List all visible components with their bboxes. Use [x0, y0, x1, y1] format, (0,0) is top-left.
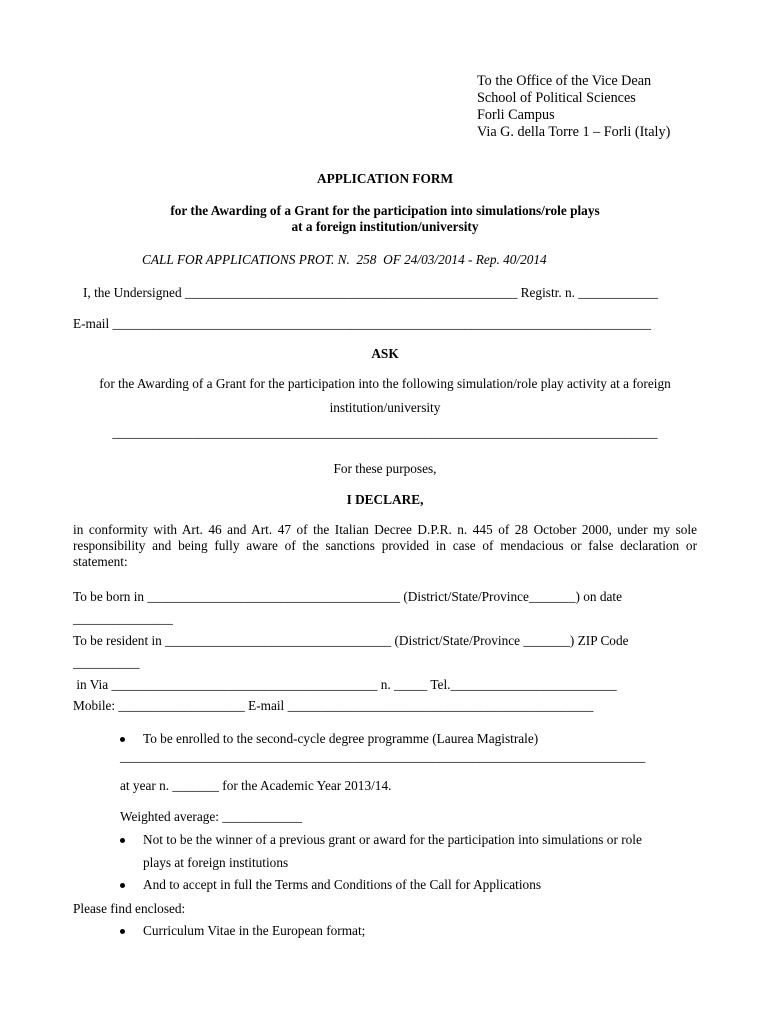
born-line-2: _______________ [73, 611, 173, 626]
address-line-4: Via G. della Torre 1 – Forli (Italy) [477, 124, 671, 140]
ask-activity-blank: __________________________________________________________________________________ [112, 425, 658, 440]
resident-line-1: To be resident in __________________________________ (District/State/Province _______) ZIP Code [73, 633, 629, 648]
enclosed-heading: Please find enclosed: [73, 901, 186, 916]
address-line-1: To the Office of the Vice Dean [477, 73, 652, 89]
bullet-icon [120, 838, 125, 843]
subtitle-line-1: for the Awarding of a Grant for the participation into simulations/role plays [170, 203, 600, 218]
email-line: E-mail _________________________________________________________________________________ [73, 316, 652, 331]
born-line-1: To be born in ______________________________________ (District/State/Province_______) on date [73, 589, 622, 604]
via-line: in Via ________________________________________ n. _____ Tel._________________________ [73, 677, 617, 692]
not-winner-line-2: plays at foreign institutions [143, 855, 289, 870]
conformity-paragraph: in conformity with Art. 46 and Art. 47 of the Italian Decree D.P.R. n. 445 of 28 October 2000, under my sole responsibility and being fully aware of the sanctions provided in case of mendacious or false declaration or statement: [73, 522, 697, 569]
form-title: APPLICATION FORM [316, 171, 454, 186]
not-winner-line-1: Not to be the winner of a previous grant or award for the participation into simulations or role [143, 832, 642, 847]
bullet-icon [120, 737, 125, 742]
accept-terms-line: And to accept in full the Terms and Conditions of the Call for Applications [143, 877, 542, 892]
subtitle-line-2: at a foreign institution/university [291, 219, 479, 234]
year-line: at year n. _______ for the Academic Year 2013/14. [120, 778, 392, 793]
bullet-icon [120, 883, 125, 888]
enrolled-line-2: _______________________________________________________________________________ [120, 749, 646, 764]
mobile-line: Mobile: ___________________ E-mail ______________________________________________ [73, 698, 594, 713]
address-line-3: Forli Campus [477, 107, 555, 123]
ask-heading: ASK [371, 346, 399, 361]
resident-line-2: __________ [73, 655, 140, 670]
enclosure-cv: Curriculum Vitae in the European format; [143, 923, 366, 938]
bullet-icon [120, 929, 125, 934]
weighted-average-line: Weighted average: ____________ [120, 809, 303, 824]
enrolled-line-1: To be enrolled to the second-cycle degree programme (Laurea Magistrale) [143, 731, 539, 746]
call-reference: CALL FOR APPLICATIONS PROT. N. 258 OF 24/03/2014 - Rep. 40/2014 [142, 252, 547, 267]
address-line-2: School of Political Sciences [477, 90, 636, 106]
declare-heading: I DECLARE, [346, 492, 424, 507]
ask-text-line-2: institution/university [329, 400, 441, 415]
ask-text-line-1: for the Awarding of a Grant for the participation into the following simulation/role play activity at a foreign [99, 376, 671, 391]
purposes-text: For these purposes, [333, 461, 437, 476]
undersigned-line: I, the Undersigned __________________________________________________ Registr. n. ____________ [83, 285, 659, 300]
